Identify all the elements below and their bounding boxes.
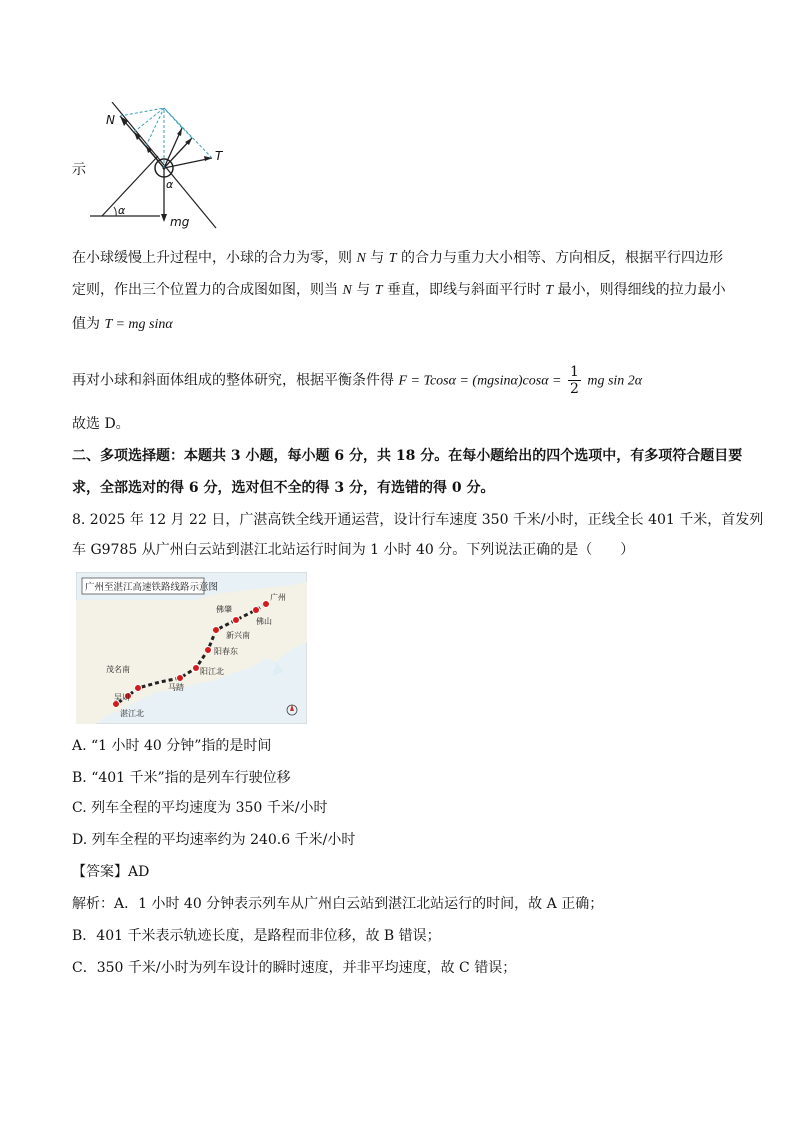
para1-line2: 定则，作出三个位置力的合成图如图，则当 N 与 T 垂直，即线与斜面平行时 T 最小，则得细线的拉力最小: [72, 282, 726, 298]
label-yangchundong: 阳春东: [214, 647, 238, 656]
section-heading-line1: 二、多项选择题：本题共 3 小题，每小题 6 分，共 18 分。在每小题给出的四个选项中，有多项符合题目要: [72, 448, 743, 464]
label-fozhao: 佛肇: [216, 605, 232, 614]
label-mata: 马踏: [168, 683, 184, 692]
question-line2: 车 G9785 从广州白云站到湛江北站运行时间为 1 小时 40 分。下列说法正确的是（ ）: [72, 542, 635, 558]
label-xinxingnan: 新兴南: [226, 631, 250, 640]
label-N: N: [106, 113, 115, 127]
angle-arc: [114, 207, 116, 216]
option-b: B. “401 千米”指的是列车行驶位移: [72, 770, 291, 786]
station-mata: [177, 675, 184, 682]
section-heading-line2: 求，全部选对的得 6 分，选对但不全的得 3 分，有选错的得 0 分。: [72, 480, 495, 496]
option-a: A. “1 小时 40 分钟”指的是时间: [72, 738, 272, 754]
question-line1: 8. 2025 年 12 月 22 日，广湛高铁全线开通运营，设计行车速度 350 千米/小时，正线全长 401 千米，首发列: [72, 512, 764, 528]
station-fozhao: [233, 617, 240, 624]
station-yangchundong: [205, 647, 212, 654]
station-yangjiangbei: [193, 665, 200, 672]
analysis-line3: C．350 千米/小时为列车设计的瞬时速度，并非平均速度，故 C 错误；: [72, 960, 517, 976]
fraction-half: $\frac{1}{2}$: [569, 364, 579, 397]
label-alpha-ball: α: [166, 178, 174, 191]
analysis-line2: B．401 千米表示轨迹长度，是路程而非位移，故 B 错误；: [72, 928, 441, 944]
label-foshan: 佛山: [256, 617, 272, 626]
analysis-line1: 解析：A．1 小时 40 分钟表示列车从广州白云站到湛江北站运行的时间，故 A 正确；: [72, 896, 604, 912]
map-title: 广州至湛江高速铁路线路示意图: [85, 582, 219, 593]
station-maomingnan: [135, 685, 142, 692]
station-foshan: [253, 607, 260, 614]
railway-map: [76, 572, 307, 724]
label-wuchuan: 吴川: [114, 693, 130, 702]
answer: 【答案】AD: [72, 864, 150, 880]
slope-base-line: [102, 156, 158, 216]
label-mg: mg: [170, 215, 190, 229]
label-alpha-ground: α: [118, 204, 126, 217]
figure-lead-char: 示: [72, 162, 86, 178]
para1-line3: 值为 T = mg sinα: [72, 316, 173, 332]
force-diagram: [86, 102, 236, 232]
label-guangzhou: 广州: [270, 593, 286, 602]
station-xinxingnan: [213, 627, 220, 634]
label-zhanjiangbei: 湛江北: [120, 709, 144, 718]
para2-line: 再对小球和斜面体组成的整体研究，根据平衡条件得 F = Tcosα = (mgsinα)cosα = $\frac{1}{2}$ mg sin 2α: [72, 364, 643, 397]
station-guangzhou: [263, 601, 270, 608]
option-d: D. 列车全程的平均速率约为 240.6 千米/小时: [72, 832, 356, 848]
para1-line1: 在小球缓慢上升过程中，小球的合力为零，则 N 与 T 的合力与重力大小相等、方向相反，根据平行四边形: [72, 250, 723, 266]
label-yangjiangbei: 阳江北: [200, 667, 224, 676]
label-T: T: [215, 149, 223, 163]
label-maomingnan: 茂名南: [106, 665, 130, 674]
conclusion: 故选 D。: [72, 416, 130, 432]
option-c: C. 列车全程的平均速度为 350 千米/小时: [72, 800, 328, 816]
